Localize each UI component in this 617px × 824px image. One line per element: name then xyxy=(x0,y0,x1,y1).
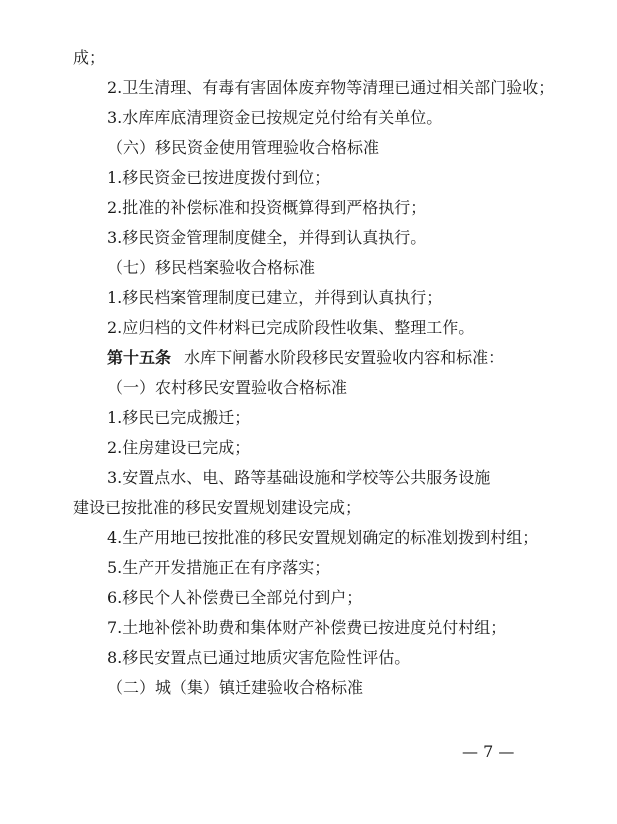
section-heading: （六）移民资金使用管理验收合格标准 xyxy=(107,138,380,157)
text-line: 6.移民个人补偿费已全部兑付到户； xyxy=(107,588,363,607)
text-line: 1.移民资金已按进度拨付到位； xyxy=(107,168,331,187)
text-line: 2.批准的补偿标准和投资概算得到严格执行； xyxy=(107,198,427,217)
text-line: 成； xyxy=(73,48,106,67)
article-text: 水库下闸蓄水阶段移民安置验收内容和标准： xyxy=(184,348,505,367)
text-line: 3.安置点水、电、路等基础设施和学校等公共服务设施 xyxy=(107,468,491,487)
text-line: 3.移民资金管理制度健全，并得到认真执行。 xyxy=(107,228,427,247)
text-line: 2.应归档的文件材料已完成阶段性收集、整理工作。 xyxy=(107,318,475,337)
text-line: 2.住房建设已完成； xyxy=(107,438,251,457)
text-line: 7.土地补偿补助费和集体财产补偿费已按进度兑付村组； xyxy=(107,618,507,637)
text-line: 5.生产开发措施正在有序落实； xyxy=(107,558,331,577)
article-line xyxy=(107,348,617,368)
article-heading: 第十五条 xyxy=(107,348,172,367)
section-heading: （一）农村移民安置验收合格标准 xyxy=(107,378,348,397)
text-line: 3.水库库底清理资金已按规定兑付给有关单位。 xyxy=(107,108,443,127)
text-line: 1.移民已完成搬迁； xyxy=(107,408,251,427)
text-line: 8.移民安置点已通过地质灾害危险性评估。 xyxy=(107,648,411,667)
text-line: 4.生产用地已按批准的移民安置规划确定的标准划拨到村组； xyxy=(107,528,539,547)
text-line: 2.卫生清理、有毒有害固体废弃物等清理已通过相关部门验收； xyxy=(107,78,555,97)
text-line: 1.移民档案管理制度已建立，并得到认真执行； xyxy=(107,288,443,307)
text-line: 建设已按批准的移民安置规划建设完成； xyxy=(73,498,362,517)
section-heading: （二）城（集）镇迁建验收合格标准 xyxy=(107,678,364,697)
section-heading: （七）移民档案验收合格标准 xyxy=(107,258,316,277)
page-number: — 7 — xyxy=(462,742,515,761)
